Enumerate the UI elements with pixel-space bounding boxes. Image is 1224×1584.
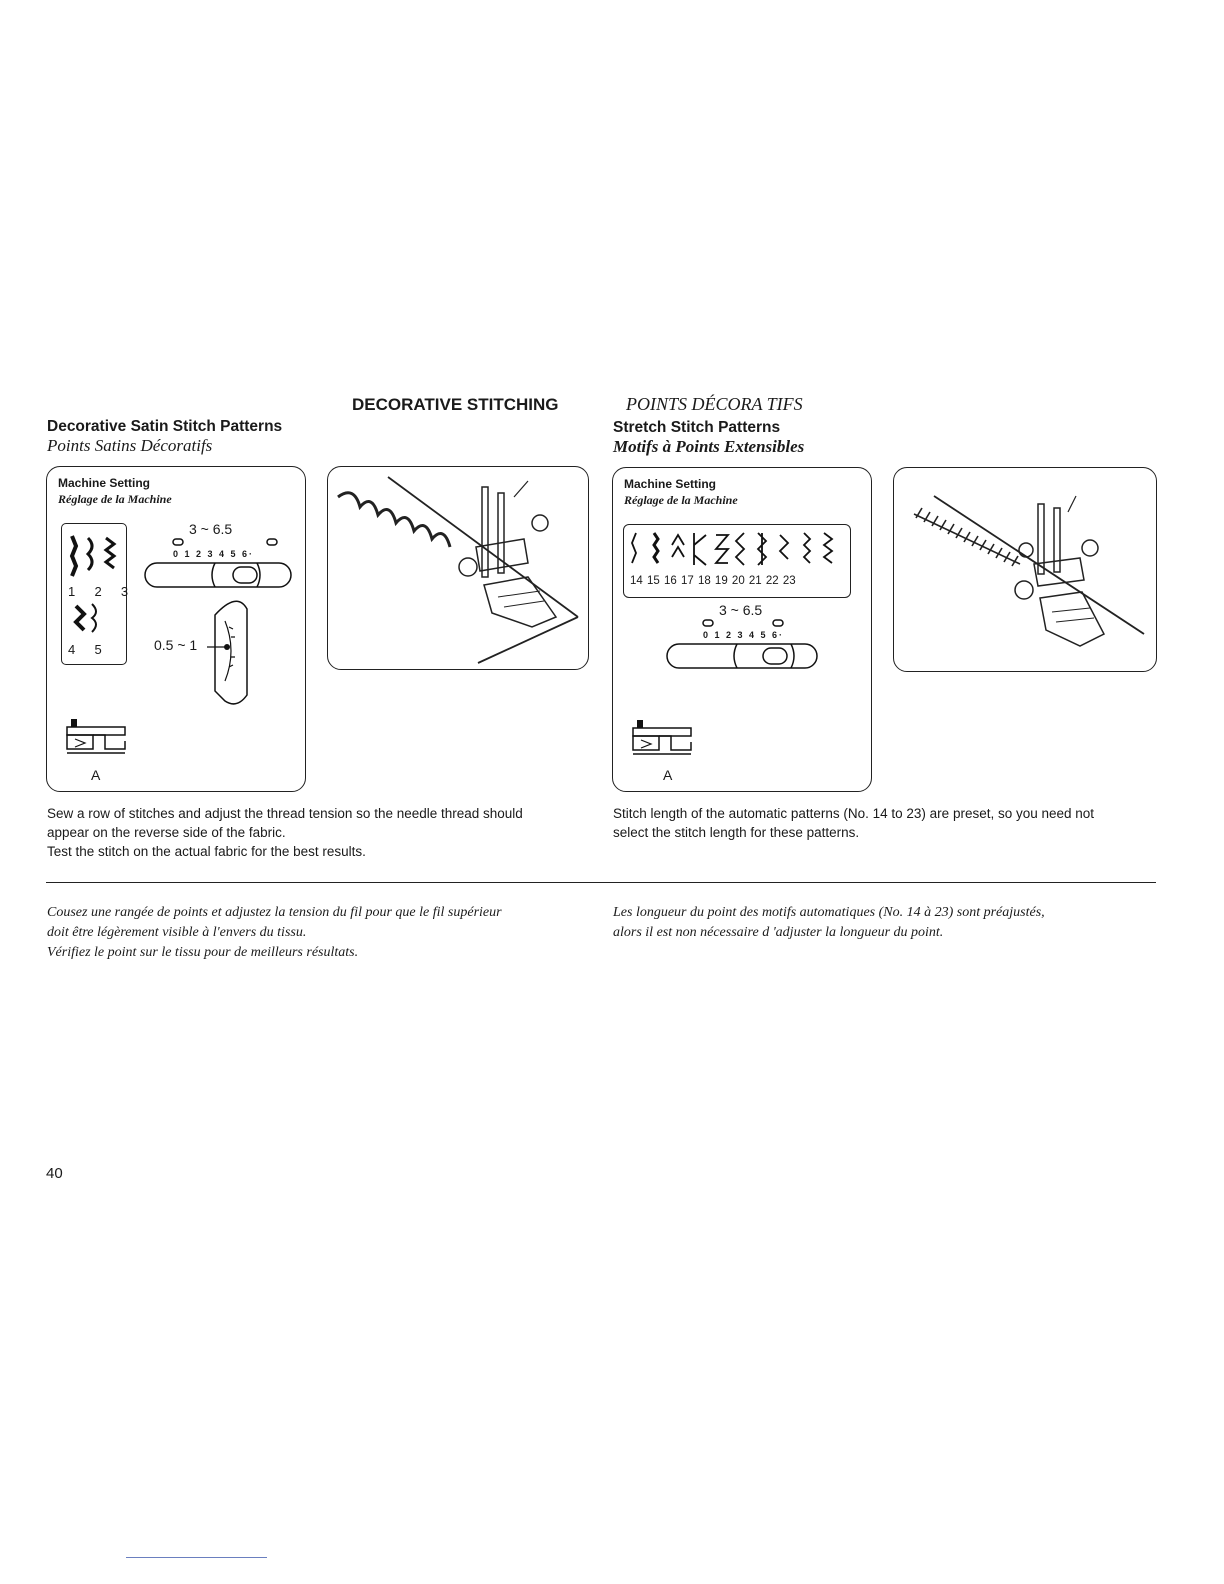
- right-instruction-line: Stitch length of the automatic patterns (No. 14 to 23) are preset, so you need not: [613, 806, 1095, 821]
- machine-setting-label-fr: Réglage de la Machine: [58, 492, 172, 506]
- length-dial-icon: [139, 537, 297, 591]
- width-dial-icon: [207, 595, 261, 707]
- width-range: 0.5 ~ 1: [154, 637, 198, 653]
- language-divider: [46, 882, 1156, 883]
- presser-foot-label: A: [663, 767, 673, 783]
- pattern-numbers-row1: 1 2 3: [68, 584, 133, 599]
- right-heading-fr: Motifs à Points Extensibles: [613, 437, 805, 456]
- left-heading-fr: Points Satins Décoratifs: [47, 436, 213, 455]
- left-instruction-line: Test the stitch on the actual fabric for the best results.: [47, 844, 366, 859]
- left-instructions: [47, 804, 592, 861]
- left-heading: Decorative Satin Stitch Patterns: [47, 418, 283, 435]
- left-machine-setting-panel: [46, 466, 306, 792]
- left-instruction-line: Sew a row of stitches and adjust the thread tension so the needle thread should: [47, 806, 523, 821]
- machine-setting-label-fr: Réglage de la Machine: [624, 493, 738, 507]
- length-range: 3 ~ 6.5: [189, 521, 233, 537]
- stretch-stitch-illustration: [894, 468, 1156, 671]
- pattern-numbers: 14 15 16 17 18 19 20 21 22 23: [630, 575, 796, 587]
- right-instructions-fr: [613, 903, 1173, 943]
- length-dial-icon: [661, 618, 819, 672]
- length-dial-scale: 0 1 2 3 4 5 6·: [173, 549, 255, 559]
- left-instructions-fr: [47, 903, 607, 963]
- right-instructions: [613, 804, 1173, 842]
- section-title-fr: POINTS DÉCORA TIFS: [626, 394, 803, 414]
- bottom-rule: [126, 1557, 267, 1558]
- machine-setting-label: Machine Setting: [624, 477, 717, 491]
- pattern-selector: [61, 523, 133, 665]
- pattern-selector: [623, 524, 851, 598]
- left-illustration-panel: [327, 466, 589, 670]
- stretch-patterns-icon: [624, 525, 850, 575]
- page-number: 40: [46, 1165, 63, 1182]
- right-illustration-panel: [893, 467, 1157, 672]
- right-machine-setting-panel: [612, 467, 872, 792]
- length-dial-scale: 0 1 2 3 4 5 6·: [703, 630, 785, 640]
- presser-foot-icon: [631, 718, 697, 758]
- right-instruction-line-fr: alors il est non nécessaire d 'adjuster la longueur du point.: [613, 925, 944, 940]
- right-instruction-line-fr: Les longueur du point des motifs automatiques (No. 14 à 23) sont préajustés,: [613, 905, 1045, 920]
- machine-setting-label: Machine Setting: [58, 476, 151, 490]
- pattern-numbers-row2: 4 5: [68, 642, 106, 657]
- right-heading: Stretch Stitch Patterns: [613, 419, 781, 436]
- length-range: 3 ~ 6.5: [719, 602, 763, 618]
- left-instruction-line-fr: Cousez une rangée de points et adjustez la tension du fil pour que le fil supérieur: [47, 905, 502, 920]
- left-instruction-line-fr: doit être légèrement visible à l'envers du tissu.: [47, 925, 307, 940]
- presser-foot-label: A: [91, 767, 101, 783]
- left-instruction-line: appear on the reverse side of the fabric.: [47, 825, 286, 840]
- left-instruction-line-fr: Vérifiez le point sur le tissu pour de meilleurs résultats.: [47, 945, 359, 960]
- presser-foot-icon: [65, 717, 131, 757]
- right-instruction-line: select the stitch length for these patterns.: [613, 825, 860, 840]
- scalloped-satin-stitch-illustration: [328, 467, 588, 669]
- section-title: DECORATIVE STITCHING: [352, 395, 559, 414]
